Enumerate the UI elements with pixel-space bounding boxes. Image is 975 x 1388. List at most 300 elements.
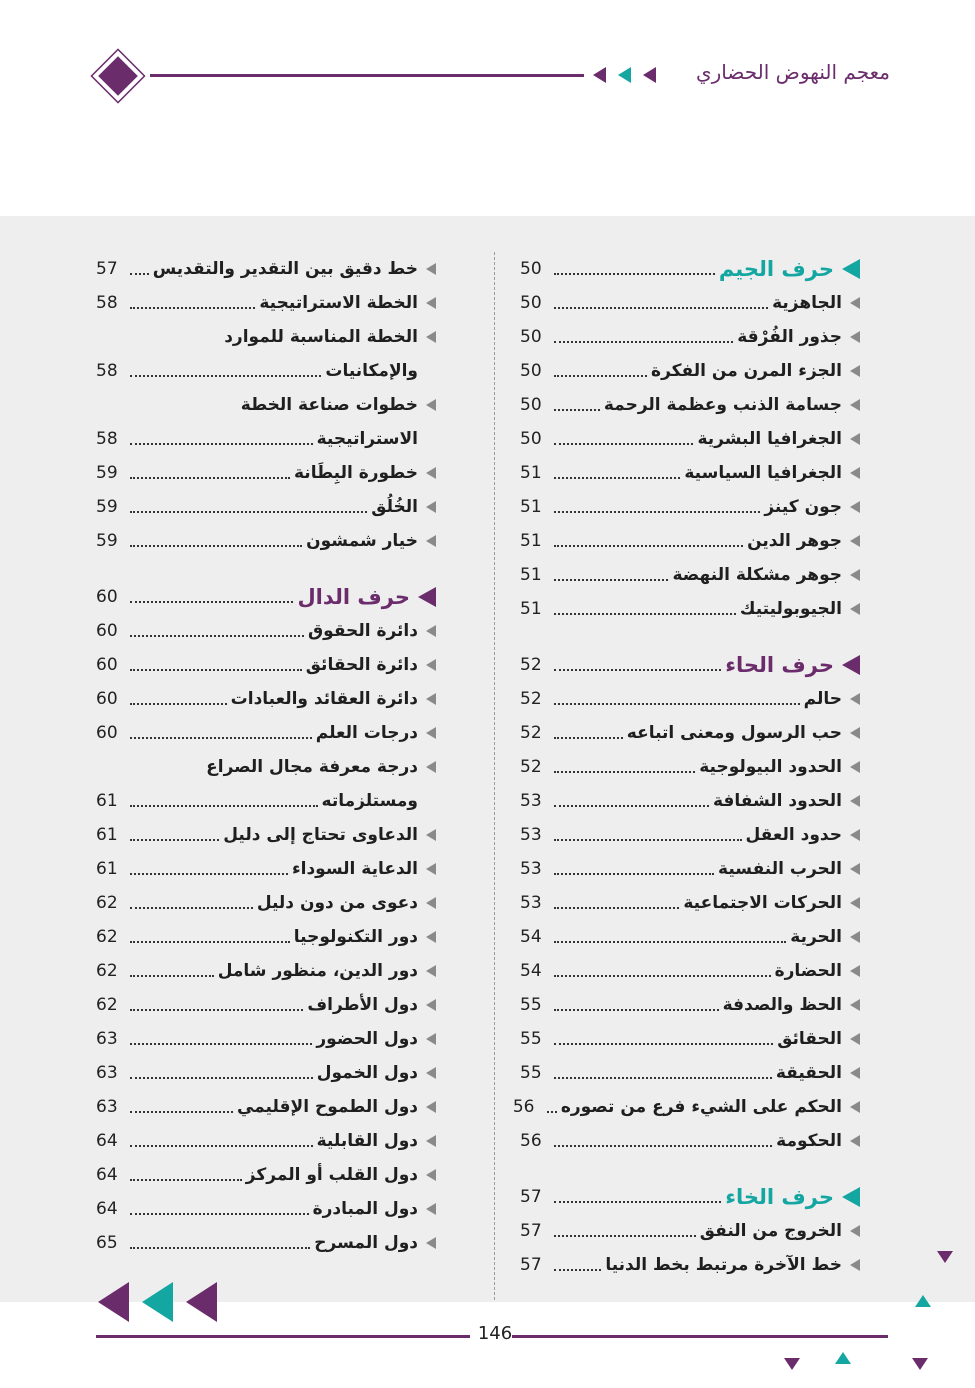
bullet-triangle-icon bbox=[426, 297, 436, 309]
bullet-triangle-icon bbox=[426, 965, 436, 977]
page-ref: 51 bbox=[520, 565, 542, 585]
page-ref: 57 bbox=[520, 1221, 542, 1241]
bullet-triangle-icon bbox=[426, 263, 436, 275]
page-ref: 58 bbox=[96, 429, 118, 449]
dot-leader bbox=[554, 907, 679, 909]
page-ref: 63 bbox=[96, 1097, 118, 1117]
bullet-triangle-icon bbox=[850, 1225, 860, 1237]
index-entry bbox=[520, 1248, 860, 1282]
bullet-triangle-icon bbox=[426, 1203, 436, 1215]
bullet-triangle-icon bbox=[850, 727, 860, 739]
page-number: 146 bbox=[477, 1323, 513, 1344]
page-ref: 62 bbox=[96, 995, 118, 1015]
bullet-triangle-icon bbox=[850, 863, 860, 875]
bullet-triangle-icon bbox=[850, 829, 860, 841]
dot-leader bbox=[547, 1111, 557, 1113]
page-ref: 50 bbox=[520, 293, 542, 313]
index-column-right bbox=[512, 252, 860, 1282]
bullet-triangle-icon bbox=[426, 829, 436, 841]
dot-leader bbox=[554, 1077, 772, 1079]
section-title: حرف الخاء bbox=[725, 1185, 834, 1209]
dot-leader bbox=[130, 511, 367, 513]
bullet-triangle-icon bbox=[842, 655, 860, 675]
bullet-triangle-icon bbox=[842, 1187, 860, 1207]
dot-leader bbox=[554, 307, 768, 309]
page-ref: 56 bbox=[520, 1131, 542, 1151]
bullet-triangle-icon bbox=[426, 863, 436, 875]
bullet-triangle-icon bbox=[850, 897, 860, 909]
index-entry bbox=[96, 1090, 436, 1124]
dot-leader bbox=[554, 1235, 696, 1237]
page-ref: 51 bbox=[520, 497, 542, 517]
bullet-triangle-icon bbox=[850, 761, 860, 773]
index-entry bbox=[96, 852, 436, 886]
entry-label: خط دقيق بين التقدير والتقديس bbox=[152, 259, 418, 279]
bullet-triangle-icon bbox=[426, 625, 436, 637]
dot-leader bbox=[130, 601, 293, 603]
dot-leader bbox=[130, 669, 302, 671]
dot-leader bbox=[130, 1043, 312, 1045]
page-ref: 53 bbox=[520, 791, 542, 811]
dot-leader bbox=[554, 613, 736, 615]
bullet-triangle-icon bbox=[850, 501, 860, 513]
dot-leader bbox=[554, 579, 668, 581]
page-ref: 58 bbox=[96, 293, 118, 313]
dot-leader bbox=[130, 873, 288, 875]
entry-label: الجغرافيا السياسية bbox=[684, 463, 842, 483]
bullet-triangle-icon bbox=[850, 569, 860, 581]
dot-leader bbox=[130, 307, 255, 309]
bullet-triangle-icon bbox=[426, 467, 436, 479]
dot-leader bbox=[130, 477, 290, 479]
index-entry-continuation bbox=[96, 354, 436, 388]
entry-label: الخطة الاستراتيجية bbox=[259, 293, 418, 313]
page-ref: 64 bbox=[96, 1165, 118, 1185]
index-entry bbox=[512, 1090, 860, 1124]
dot-leader bbox=[130, 1077, 313, 1079]
page-ref: 54 bbox=[520, 961, 542, 981]
entry-label: جون كينز bbox=[764, 497, 842, 517]
index-entry bbox=[96, 886, 436, 920]
index-entry bbox=[520, 920, 860, 954]
index-entry bbox=[520, 1056, 860, 1090]
index-entry bbox=[520, 524, 860, 558]
dot-leader bbox=[554, 273, 715, 275]
section-header bbox=[96, 580, 436, 614]
entry-label: دول القلب أو المركز bbox=[245, 1165, 418, 1185]
entry-label: والإمكانيات bbox=[325, 361, 418, 381]
dot-leader bbox=[554, 545, 743, 547]
page-ref: 59 bbox=[96, 463, 118, 483]
bullet-triangle-icon bbox=[850, 931, 860, 943]
bullet-triangle-icon bbox=[850, 795, 860, 807]
bullet-triangle-icon bbox=[426, 501, 436, 513]
entry-label: الخروج من النفق bbox=[699, 1221, 842, 1241]
index-entry bbox=[96, 750, 436, 784]
dot-leader bbox=[554, 1043, 773, 1045]
index-entry bbox=[96, 286, 436, 320]
index-entry bbox=[96, 1056, 436, 1090]
section-header bbox=[520, 1180, 860, 1214]
entry-label: الجزء المرن من الفكرة bbox=[651, 361, 842, 381]
index-entry bbox=[96, 1158, 436, 1192]
dot-leader bbox=[130, 941, 290, 943]
bullet-triangle-icon bbox=[426, 331, 436, 343]
page-ref: 62 bbox=[96, 893, 118, 913]
dot-leader bbox=[554, 375, 647, 377]
entry-label: الحكم على الشيء فرع من تصوره bbox=[560, 1097, 842, 1117]
index-entry bbox=[520, 286, 860, 320]
entry-label: خطورة البِطَانة bbox=[294, 463, 418, 483]
index-entry bbox=[96, 920, 436, 954]
entry-label: دائرة الحقائق bbox=[305, 655, 418, 675]
page-ref: 51 bbox=[520, 531, 542, 551]
index-entry-continuation bbox=[96, 422, 436, 456]
bullet-triangle-icon bbox=[426, 1237, 436, 1249]
dot-leader bbox=[130, 545, 302, 547]
page-ref: 57 bbox=[520, 1187, 542, 1207]
dot-leader bbox=[554, 873, 714, 875]
index-entry bbox=[96, 456, 436, 490]
entry-label: دول القابلية bbox=[316, 1131, 418, 1151]
index-entry bbox=[520, 1214, 860, 1248]
dot-leader bbox=[554, 341, 733, 343]
section-title: حرف الدال bbox=[297, 585, 410, 609]
page-ref: 60 bbox=[96, 689, 118, 709]
entry-label: الاستراتيجية bbox=[316, 429, 418, 449]
index-entry bbox=[520, 852, 860, 886]
page-ref: 61 bbox=[96, 825, 118, 845]
entry-label: حب الرسول ومعنى اتباعه bbox=[626, 723, 842, 743]
bullet-triangle-icon bbox=[850, 1067, 860, 1079]
entry-label: جوهر الدين bbox=[747, 531, 842, 551]
bullet-triangle-icon bbox=[850, 433, 860, 445]
dot-leader bbox=[554, 805, 709, 807]
entry-label: حدود العقل bbox=[745, 825, 842, 845]
entry-label: دائرة العقائد والعبادات bbox=[230, 689, 418, 709]
dot-leader bbox=[130, 1179, 242, 1181]
page-ref: 61 bbox=[96, 859, 118, 879]
index-entry bbox=[96, 648, 436, 682]
index-entry bbox=[96, 988, 436, 1022]
index-entry bbox=[96, 524, 436, 558]
page-ref: 53 bbox=[520, 859, 542, 879]
page-ref: 50 bbox=[520, 395, 542, 415]
dot-leader bbox=[130, 273, 149, 275]
dot-leader bbox=[554, 477, 680, 479]
index-entry bbox=[96, 388, 436, 422]
page-ref: 50 bbox=[520, 327, 542, 347]
bullet-triangle-icon bbox=[426, 1101, 436, 1113]
bullet-triangle-icon bbox=[426, 399, 436, 411]
bullet-triangle-icon bbox=[850, 999, 860, 1011]
entry-label: الجيوبوليتيك bbox=[739, 599, 842, 619]
bullet-triangle-icon bbox=[850, 331, 860, 343]
bullet-triangle-icon bbox=[426, 1033, 436, 1045]
page-ref: 55 bbox=[520, 1029, 542, 1049]
bullet-triangle-icon bbox=[426, 1067, 436, 1079]
entry-label: دول الطموح الإقليمي bbox=[236, 1097, 418, 1117]
index-entry bbox=[96, 1022, 436, 1056]
bullet-triangle-icon bbox=[850, 965, 860, 977]
page-ref: 64 bbox=[96, 1131, 118, 1151]
section-spacer bbox=[520, 626, 860, 648]
dot-leader bbox=[554, 975, 771, 977]
index-entry bbox=[520, 422, 860, 456]
entry-label: حالم bbox=[803, 689, 842, 709]
column-divider bbox=[494, 252, 495, 1300]
page-ref: 52 bbox=[520, 689, 542, 709]
index-entry bbox=[520, 818, 860, 852]
entry-label: الحضارة bbox=[774, 961, 842, 981]
dot-leader bbox=[130, 703, 227, 705]
index-entry bbox=[96, 252, 436, 286]
entry-label: دعوى من دون دليل bbox=[256, 893, 418, 913]
entry-label: خط الآخرة مرتبط بخط الدنيا bbox=[605, 1255, 842, 1275]
section-title: حرف الجيم bbox=[718, 257, 834, 281]
dot-leader bbox=[130, 375, 321, 377]
dot-leader bbox=[130, 1145, 313, 1147]
triangle-left-icon bbox=[618, 67, 631, 83]
page-ref: 60 bbox=[96, 621, 118, 641]
entry-label: الحدود البيولوجية bbox=[699, 757, 842, 777]
page-ref: 50 bbox=[520, 361, 542, 381]
triangle-left-icon bbox=[98, 1282, 129, 1322]
triangle-left-icon bbox=[643, 67, 656, 83]
index-entry bbox=[520, 716, 860, 750]
entry-label: درجة معرفة مجال الصراع bbox=[206, 757, 418, 777]
page-ref: 55 bbox=[520, 995, 542, 1015]
page-ref: 51 bbox=[520, 463, 542, 483]
page-ref: 65 bbox=[96, 1233, 118, 1253]
page-ref: 64 bbox=[96, 1199, 118, 1219]
page-ref: 52 bbox=[520, 723, 542, 743]
index-entry bbox=[520, 784, 860, 818]
index-entry bbox=[520, 1022, 860, 1056]
bullet-triangle-icon bbox=[850, 399, 860, 411]
dot-leader bbox=[130, 737, 312, 739]
dot-leader bbox=[554, 1145, 772, 1147]
entry-label: دول المبادرة bbox=[312, 1199, 418, 1219]
dot-leader bbox=[130, 1213, 309, 1215]
entry-label: خيار شمشون bbox=[306, 531, 418, 551]
bullet-triangle-icon bbox=[426, 659, 436, 671]
bullet-triangle-icon bbox=[850, 1259, 860, 1271]
index-entry bbox=[520, 558, 860, 592]
page-ref: 52 bbox=[520, 655, 542, 675]
page-ref: 60 bbox=[96, 655, 118, 675]
bullet-triangle-icon bbox=[426, 535, 436, 547]
entry-label: جذور الفُرْقة bbox=[737, 327, 842, 347]
page-ref: 62 bbox=[96, 927, 118, 947]
page-ref: 60 bbox=[96, 723, 118, 743]
page-ref: 50 bbox=[520, 259, 542, 279]
dot-leader bbox=[554, 1269, 601, 1271]
dot-leader bbox=[130, 839, 219, 841]
page-ref: 60 bbox=[96, 587, 118, 607]
section-header bbox=[520, 252, 860, 286]
entry-label: الحدود الشفافة bbox=[712, 791, 842, 811]
dot-leader bbox=[130, 1247, 310, 1249]
header-rule bbox=[150, 74, 584, 77]
index-entry bbox=[520, 988, 860, 1022]
section-header bbox=[520, 648, 860, 682]
index-entry bbox=[520, 320, 860, 354]
entry-label: الدعاوى تحتاج إلى دليل bbox=[223, 825, 418, 845]
page-ref: 54 bbox=[520, 927, 542, 947]
bullet-triangle-icon bbox=[418, 587, 436, 607]
entry-label: الحركات الاجتماعية bbox=[683, 893, 842, 913]
index-entry bbox=[96, 954, 436, 988]
bullet-triangle-icon bbox=[426, 761, 436, 773]
index-entry-continuation bbox=[96, 784, 436, 818]
page-ref: 56 bbox=[512, 1097, 535, 1117]
dot-leader bbox=[554, 703, 800, 705]
index-entry bbox=[520, 1124, 860, 1158]
index-entry bbox=[96, 1192, 436, 1226]
entry-label: دور التكنولوجيا bbox=[293, 927, 418, 947]
dot-leader bbox=[554, 1009, 719, 1011]
dot-leader bbox=[130, 1111, 233, 1113]
index-entry bbox=[520, 592, 860, 626]
index-entry bbox=[520, 750, 860, 784]
dot-leader bbox=[130, 975, 214, 977]
bullet-triangle-icon bbox=[850, 365, 860, 377]
page-ref: 52 bbox=[520, 757, 542, 777]
page-ref: 50 bbox=[520, 429, 542, 449]
index-entry bbox=[520, 354, 860, 388]
entry-label: خطوات صناعة الخطة bbox=[240, 395, 418, 415]
entry-label: الحظ والصدفة bbox=[722, 995, 842, 1015]
footer-rule bbox=[96, 1335, 470, 1338]
index-entry bbox=[96, 682, 436, 716]
entry-label: الحقائق bbox=[777, 1029, 842, 1049]
footer-rule bbox=[512, 1335, 888, 1338]
triangle-left-icon bbox=[593, 67, 606, 83]
entry-label: دول الحضور bbox=[316, 1029, 418, 1049]
bullet-triangle-icon bbox=[850, 693, 860, 705]
page-ref: 51 bbox=[520, 599, 542, 619]
bullet-triangle-icon bbox=[842, 259, 860, 279]
page-ref: 63 bbox=[96, 1029, 118, 1049]
bullet-triangle-icon bbox=[850, 467, 860, 479]
entry-label: الحكومة bbox=[776, 1131, 842, 1151]
entry-label: درجات العلم bbox=[315, 723, 418, 743]
bullet-triangle-icon bbox=[426, 1169, 436, 1181]
page-ref: 61 bbox=[96, 791, 118, 811]
page-ref: 53 bbox=[520, 893, 542, 913]
bullet-triangle-icon bbox=[426, 931, 436, 943]
index-entry bbox=[96, 1226, 436, 1260]
index-entry bbox=[96, 320, 436, 354]
triangle-down-icon bbox=[912, 1358, 928, 1370]
page-ref: 59 bbox=[96, 497, 118, 517]
entry-label: دول المسرح bbox=[314, 1233, 418, 1253]
entry-label: الحرية bbox=[790, 927, 842, 947]
triangle-left-icon bbox=[186, 1282, 217, 1322]
page-ref: 62 bbox=[96, 961, 118, 981]
index-entry bbox=[520, 682, 860, 716]
triangle-up-icon bbox=[915, 1295, 931, 1307]
dot-leader bbox=[130, 907, 253, 909]
index-column-left bbox=[96, 252, 436, 1260]
entry-label: الجغرافيا البشرية bbox=[697, 429, 842, 449]
entry-label: جوهر مشكلة النهضة bbox=[672, 565, 842, 585]
dot-leader bbox=[554, 839, 742, 841]
section-spacer bbox=[96, 558, 436, 580]
page-ref: 58 bbox=[96, 361, 118, 381]
page-ref: 63 bbox=[96, 1063, 118, 1083]
entry-label: الخطة المناسبة للموارد bbox=[224, 327, 418, 347]
bullet-triangle-icon bbox=[850, 1101, 860, 1113]
dot-leader bbox=[554, 737, 623, 739]
dot-leader bbox=[554, 1201, 721, 1203]
bullet-triangle-icon bbox=[850, 603, 860, 615]
bullet-triangle-icon bbox=[426, 999, 436, 1011]
dot-leader bbox=[130, 635, 304, 637]
dot-leader bbox=[554, 443, 693, 445]
entry-label: دور الدين، منظور شامل bbox=[217, 961, 418, 981]
section-title: حرف الحاء bbox=[725, 653, 834, 677]
bullet-triangle-icon bbox=[850, 297, 860, 309]
page-ref: 55 bbox=[520, 1063, 542, 1083]
index-entry bbox=[96, 490, 436, 524]
bullet-triangle-icon bbox=[426, 1135, 436, 1147]
entry-label: ومستلزماته bbox=[321, 791, 418, 811]
entry-label: الحقيقة bbox=[775, 1063, 842, 1083]
page-ref: 57 bbox=[520, 1255, 542, 1275]
page-header bbox=[0, 0, 975, 216]
dot-leader bbox=[130, 443, 313, 445]
index-entry bbox=[520, 490, 860, 524]
entry-label: دول الأطراف bbox=[307, 995, 418, 1015]
dot-leader bbox=[554, 669, 721, 671]
bullet-triangle-icon bbox=[426, 693, 436, 705]
entry-label: الخُلُق bbox=[371, 497, 418, 517]
bullet-triangle-icon bbox=[426, 727, 436, 739]
entry-label: دائرة الحقوق bbox=[307, 621, 418, 641]
dot-leader bbox=[130, 1009, 303, 1011]
bullet-triangle-icon bbox=[850, 1135, 860, 1147]
page-ref: 59 bbox=[96, 531, 118, 551]
dot-leader bbox=[554, 771, 695, 773]
triangle-down-icon bbox=[784, 1358, 800, 1370]
index-entry bbox=[96, 818, 436, 852]
page-ref: 53 bbox=[520, 825, 542, 845]
entry-label: الحرب النفسية bbox=[718, 859, 842, 879]
bullet-triangle-icon bbox=[850, 1033, 860, 1045]
index-entry bbox=[96, 614, 436, 648]
bullet-triangle-icon bbox=[426, 897, 436, 909]
page-ref: 57 bbox=[96, 259, 118, 279]
dot-leader bbox=[554, 511, 760, 513]
index-entry bbox=[520, 954, 860, 988]
triangle-left-icon bbox=[142, 1282, 173, 1322]
dot-leader bbox=[130, 805, 318, 807]
index-entry bbox=[96, 1124, 436, 1158]
index-entry bbox=[96, 716, 436, 750]
index-entry bbox=[520, 456, 860, 490]
entry-label: الجاهزية bbox=[772, 293, 842, 313]
entry-label: الدعاية السوداء bbox=[291, 859, 418, 879]
triangle-down-icon bbox=[937, 1251, 953, 1263]
index-entry bbox=[520, 886, 860, 920]
book-title: معجم النهوض الحضاري bbox=[695, 60, 890, 84]
dot-leader bbox=[554, 941, 786, 943]
section-spacer bbox=[520, 1158, 860, 1180]
entry-label: دول الخمول bbox=[316, 1063, 418, 1083]
index-entry bbox=[520, 388, 860, 422]
